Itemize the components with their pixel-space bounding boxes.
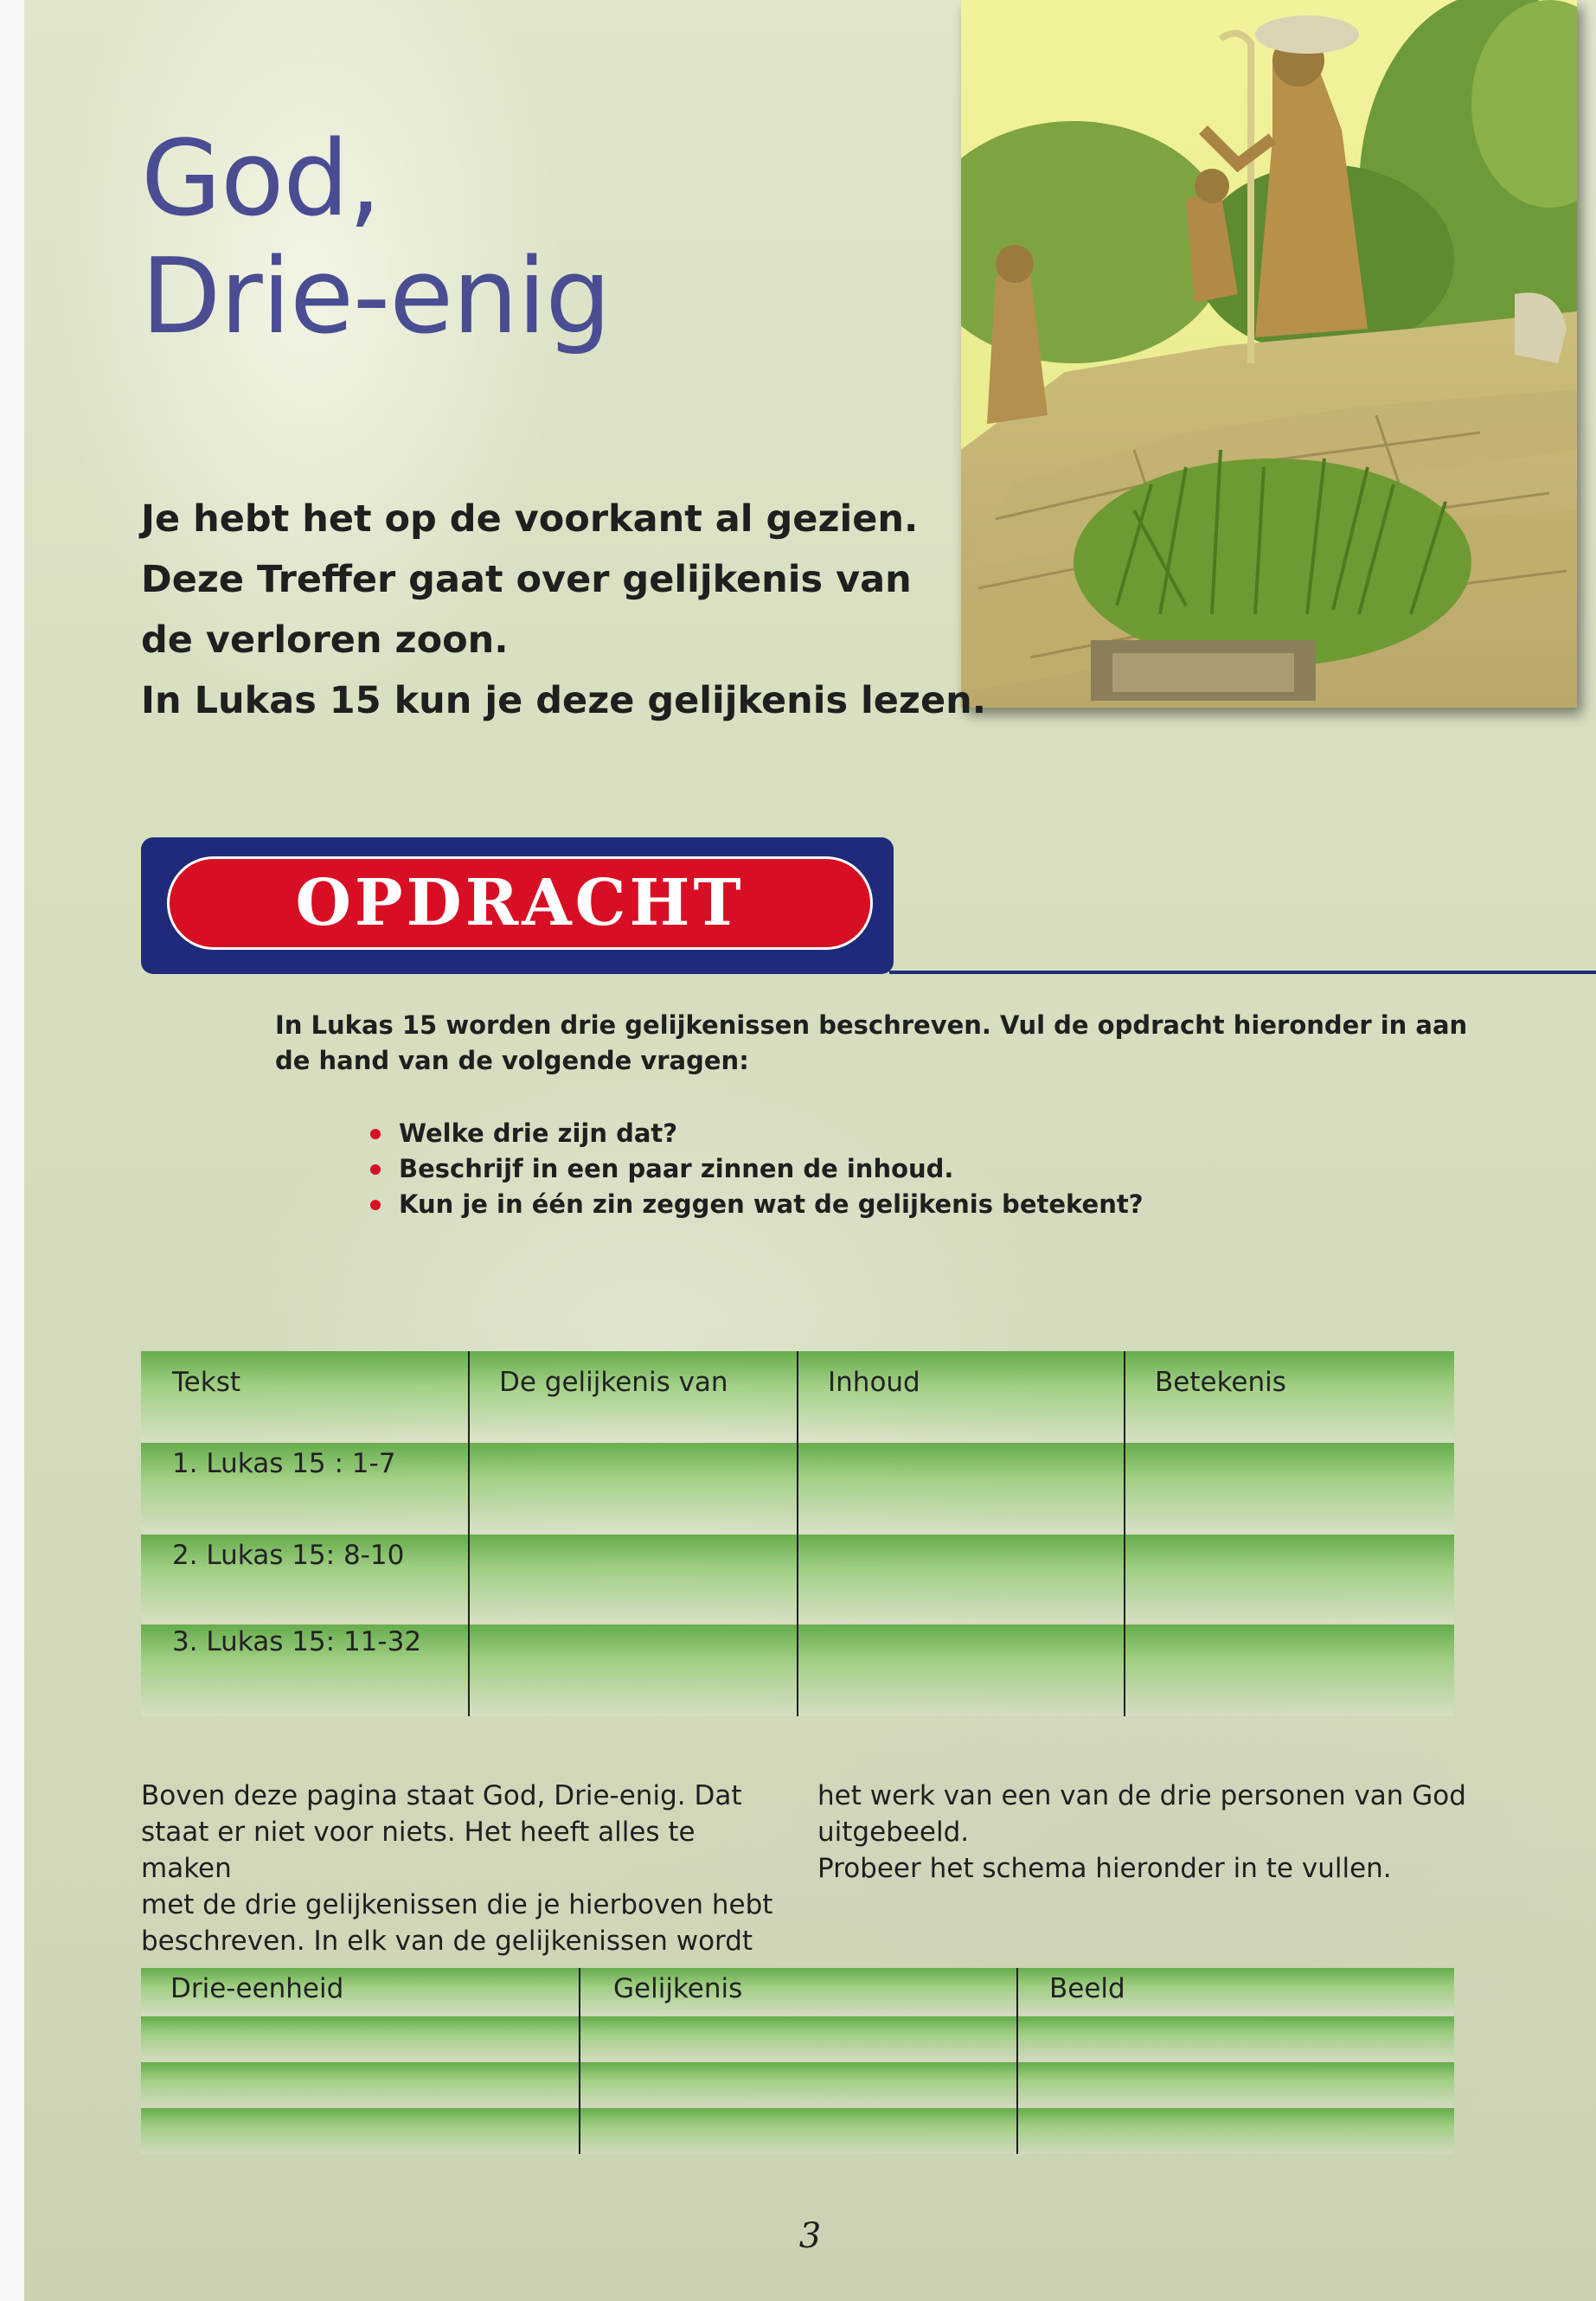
shepherd-statue-photo: [961, 0, 1577, 708]
column-divider: [468, 1351, 470, 1716]
opdracht-rule: [889, 971, 1596, 974]
column-divider: [1124, 1351, 1125, 1716]
row-text-cell: 3. Lukas 15: 11-32: [172, 1626, 422, 1657]
column-header-inhoud: Inhoud: [828, 1367, 920, 1398]
column-header-beeld: Beeld: [1049, 1973, 1125, 2004]
question-item: Kun je in één zin zeggen wat de gelijkenis betekent?: [370, 1187, 1144, 1222]
row-text-cell: 2. Lukas 15: 8-10: [172, 1540, 405, 1571]
body-text-right: [817, 1778, 1475, 1887]
question-list: [370, 1116, 1144, 1222]
intro-line-3: de verloren zoon.: [141, 619, 509, 662]
column-header-gelijkenis: De gelijkenis van: [499, 1367, 728, 1398]
page-margin-strip: [0, 0, 24, 2301]
intro-line-1: Je hebt het op de voorkant al gezien.: [141, 497, 919, 541]
body-left-line: met de drie gelijkenissen die je hierboven hebt: [141, 1889, 773, 1920]
row-text-cell: 1. Lukas 15 : 1-7: [172, 1448, 396, 1479]
body-left-line: Boven deze pagina staat God, Drie-enig. Dat: [141, 1780, 742, 1811]
column-header-tekst: Tekst: [172, 1367, 240, 1398]
opdracht-banner: [141, 837, 894, 974]
body-left-line: staat er niet voor niets. Het heeft alles te maken: [141, 1817, 695, 1884]
title-line-2: Drie-enig: [141, 237, 611, 357]
page: [24, 0, 1596, 2301]
column-divider: [797, 1351, 798, 1716]
photo-illustration: [961, 0, 1577, 708]
column-header-gelijkenis: Gelijkenis: [613, 1973, 743, 2004]
body-right-line: uitgebeeld.: [817, 1817, 970, 1848]
intro-line-2: Deze Treffer gaat over gelijkenis van: [141, 558, 912, 601]
column-header-betekenis: Betekenis: [1155, 1367, 1286, 1398]
page-number: 3: [798, 2216, 822, 2256]
column-header-drie-eenheid: Drie-eenheid: [170, 1973, 344, 2004]
intro-text: [141, 489, 1006, 731]
trinity-table: [141, 1968, 1454, 2154]
table-row: [141, 2062, 1454, 2107]
table-row: [141, 2108, 1454, 2154]
body-left-line: beschreven. In elk van de gelijkenissen wordt: [141, 1926, 753, 1957]
question-item: Beschrijf in een paar zinnen de inhoud.: [370, 1151, 1144, 1187]
opdracht-instruction: In Lukas 15 worden drie gelijkenissen beschreven. Vul de opdracht hieronder in aan de hand van de volgende vragen:: [275, 1010, 1468, 1075]
page-title: [141, 121, 611, 356]
column-divider: [1016, 1968, 1018, 2154]
body-text-left: [141, 1778, 781, 1959]
opdracht-pill: [167, 856, 873, 950]
intro-line-4: In Lukas 15 kun je deze gelijkenis lezen.: [141, 679, 987, 722]
question-item: Welke drie zijn dat?: [370, 1116, 1144, 1151]
column-divider: [579, 1968, 580, 2154]
table-header-row: [141, 1968, 1454, 2016]
opdracht-label: OPDRACHT: [295, 866, 745, 940]
body-right-line: Probeer het schema hieronder in te vullen.: [817, 1853, 1392, 1884]
body-right-line: het werk van een van de drie personen van God: [817, 1780, 1466, 1811]
title-line-1: God,: [141, 119, 381, 240]
table-row: [141, 2016, 1454, 2061]
